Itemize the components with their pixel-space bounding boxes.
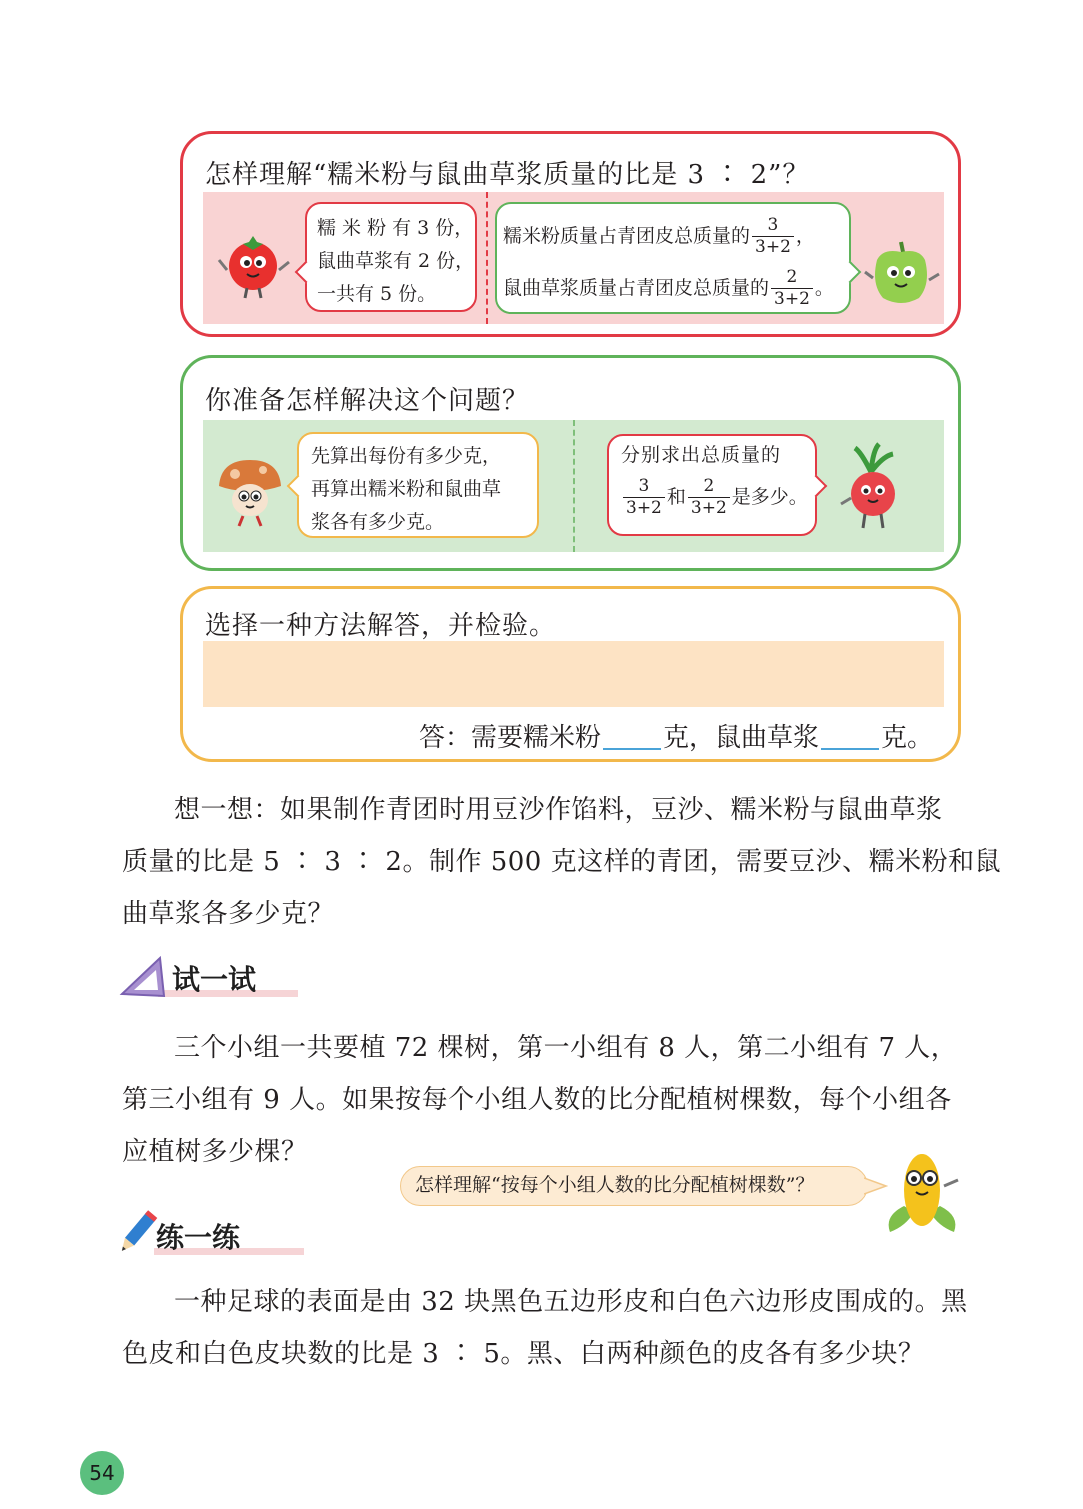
rice-flour-fraction-text: 糯米粉质量占青团皮总质量的 [503, 224, 751, 247]
try-line: 应植树多少棵？ [122, 1137, 308, 1167]
fraction-three-fifths: $\frac{3}{3+2}$ [752, 217, 794, 256]
per-part-method-bubble [297, 432, 539, 538]
think-line: 质量的比是 5 ∶ 3 ∶ 2。制作 500 克这样的青团，需要豆沙、糯米粉和鼠 [122, 847, 1002, 877]
solve-and-check-box [180, 586, 961, 762]
parts-count-bubble [305, 202, 477, 312]
try-hint-text: 怎样理解“按每个小组人数的比分配植树棵数”？ [415, 1174, 815, 1196]
understand-ratio-title: 怎样理解“糯米粉与鼠曲草浆质量的比是 3 ∶ 2”？ [205, 160, 810, 190]
bubble-line: 鼠曲草浆有 2 份， [317, 250, 475, 272]
practice-paragraph [122, 1276, 968, 1380]
fraction-two-fifths: $\frac{2}{3+2}$ [771, 269, 813, 308]
solve-plan-title: 你准备怎样解决这个问题？ [205, 386, 530, 416]
try-paragraph [122, 1022, 962, 1178]
think-paragraph [122, 784, 1002, 940]
try-line: 三个小组一共要植 72 棵树，第一小组有 8 人，第二小组有 7 人， [174, 1033, 958, 1063]
solve-plan-box [180, 355, 961, 571]
think-line: 想一想：如果制作青团时用豆沙作馅料，豆沙、糯米粉与鼠曲草浆 [174, 795, 943, 825]
radish-icon [835, 442, 909, 540]
solve-plan-band [203, 420, 944, 552]
try-line: 第三小组有 9 人。如果按每个小组人数的比分配植树棵数，每个小组各 [122, 1085, 952, 1115]
page-number-badge [80, 1451, 124, 1495]
answer-line: 答：需要糯米粉 克，鼠曲草浆 克。 [419, 723, 934, 753]
pepper-icon [863, 238, 941, 314]
mushroom-icon [213, 454, 287, 528]
practice-heading: 练一练 [156, 1221, 241, 1254]
bubble-line: 先算出每份有多少克， [311, 445, 502, 467]
fraction-of-total-bubble: 糯米粉质量占青团皮总质量的 $\frac{3}{3+2}$ ， 鼠曲草浆质量占青团皮总质量的 $\frac{2}{3+2}$ 。 [495, 202, 851, 314]
try-heading: 试一试 [172, 963, 257, 996]
think-line: 曲草浆各多少克？ [122, 899, 335, 929]
fraction-two-fifths: $\frac{2}{3+2}$ [688, 478, 730, 517]
try-hint-bubble [400, 1166, 868, 1206]
bubble-line: 一共有 5 份。 [317, 283, 437, 305]
corn-icon [880, 1146, 964, 1238]
rice-flour-answer-blank[interactable] [603, 722, 661, 750]
practice-line: 色皮和白色皮块数的比是 3 ∶ 5。黑、白两种颜色的皮各有多少块？ [122, 1339, 925, 1369]
fraction-three-fifths: $\frac{3}{3+2}$ [623, 478, 665, 517]
tomato-icon [217, 230, 291, 300]
answer-work-area[interactable] [203, 641, 944, 707]
fraction-method-line1: 分别求出总质量的 [621, 444, 782, 466]
practice-line: 一种足球的表面是由 32 块黑色五边形皮和白色六边形皮围成的。黑 [174, 1287, 968, 1317]
herb-juice-fraction-text: 鼠曲草浆质量占青团皮总质量的 [503, 276, 770, 299]
bubble-line: 糯 米 粉 有 3 份， [317, 217, 474, 239]
fraction-method-bubble: 分别求出总质量的 $\frac{3}{3+2}$ 和 $\frac{2}{3+2}$ 是多少。 [607, 434, 817, 536]
understand-ratio-box [180, 131, 961, 337]
understand-ratio-band [203, 192, 944, 324]
solve-and-check-title: 选择一种方法解答，并检验。 [205, 611, 557, 641]
bubble-line: 浆各有多少克。 [311, 511, 445, 533]
bubble-line: 再算出糯米粉和鼠曲草 [311, 478, 502, 500]
page-number: 54 [89, 1461, 115, 1485]
herb-juice-answer-blank[interactable] [821, 722, 879, 750]
